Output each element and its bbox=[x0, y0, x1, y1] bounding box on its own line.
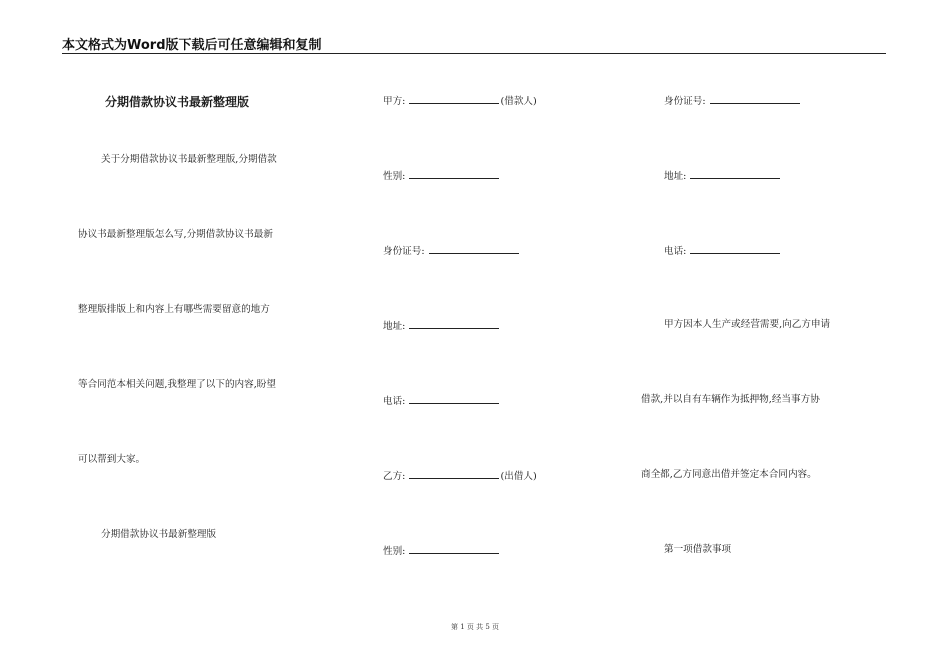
gender-field bbox=[383, 544, 500, 558]
address-field bbox=[383, 319, 500, 333]
section-title: 分期借款协议书最新整理版 bbox=[101, 529, 217, 540]
blank-line bbox=[690, 244, 780, 254]
paragraph-line: 关于分期借款协议书最新整理版,分期借款 bbox=[101, 154, 277, 165]
section-title: 第一项借款事项 bbox=[664, 544, 732, 555]
paragraph-line: 整理版排版上和内容上有哪些需要留意的地方 bbox=[78, 304, 270, 315]
paragraph-line: 可以帮到大家。 bbox=[78, 454, 146, 465]
address-field bbox=[664, 169, 781, 183]
document-title: 分期借款协议书最新整理版 bbox=[105, 95, 250, 109]
blank-line bbox=[690, 169, 780, 179]
blank-line bbox=[409, 169, 499, 179]
field-label: 电话: bbox=[383, 396, 406, 407]
field-label: 身份证号: bbox=[664, 96, 706, 107]
header-divider bbox=[62, 53, 886, 54]
paragraph-line: 商全都,乙方同意出借并签定本合同内容。 bbox=[641, 469, 817, 480]
field-label: 性别: bbox=[383, 546, 406, 557]
field-label: 性别: bbox=[383, 171, 406, 182]
field-label: 地址: bbox=[383, 321, 406, 332]
field-label: 乙方: bbox=[383, 471, 406, 482]
gender-field bbox=[383, 169, 500, 183]
paragraph-line: 协议书最新整理版怎么写,分期借款协议书最新 bbox=[78, 229, 273, 240]
field-suffix: (出借人) bbox=[500, 471, 537, 482]
field-suffix: (借款人) bbox=[500, 96, 537, 107]
page-number: 第 1 页 共 5 页 bbox=[450, 623, 500, 631]
paragraph-line: 等合同范本相关问题,我整理了以下的内容,盼望 bbox=[78, 379, 276, 390]
blank-line bbox=[409, 469, 499, 479]
paragraph-line: 甲方因本人生产或经营需要,向乙方申请 bbox=[664, 319, 831, 330]
blank-line bbox=[409, 319, 499, 329]
phone-field bbox=[664, 244, 781, 258]
blank-line bbox=[429, 244, 519, 254]
party-a-field bbox=[383, 94, 537, 108]
phone-field bbox=[383, 394, 500, 408]
blank-line bbox=[409, 394, 499, 404]
blank-line bbox=[409, 544, 499, 554]
party-b-field bbox=[383, 469, 537, 483]
blank-line bbox=[710, 94, 800, 104]
field-label: 地址: bbox=[664, 171, 687, 182]
document-header: 本文格式为Word版下载后可任意编辑和复制 bbox=[62, 38, 322, 53]
field-label: 身份证号: bbox=[383, 246, 425, 257]
id-number-field bbox=[383, 244, 520, 258]
id-number-field bbox=[664, 94, 801, 108]
field-label: 电话: bbox=[664, 246, 687, 257]
paragraph-line: 借款,并以自有车辆作为抵押物,经当事方协 bbox=[641, 394, 820, 405]
blank-line bbox=[409, 94, 499, 104]
field-label: 甲方: bbox=[383, 96, 406, 107]
